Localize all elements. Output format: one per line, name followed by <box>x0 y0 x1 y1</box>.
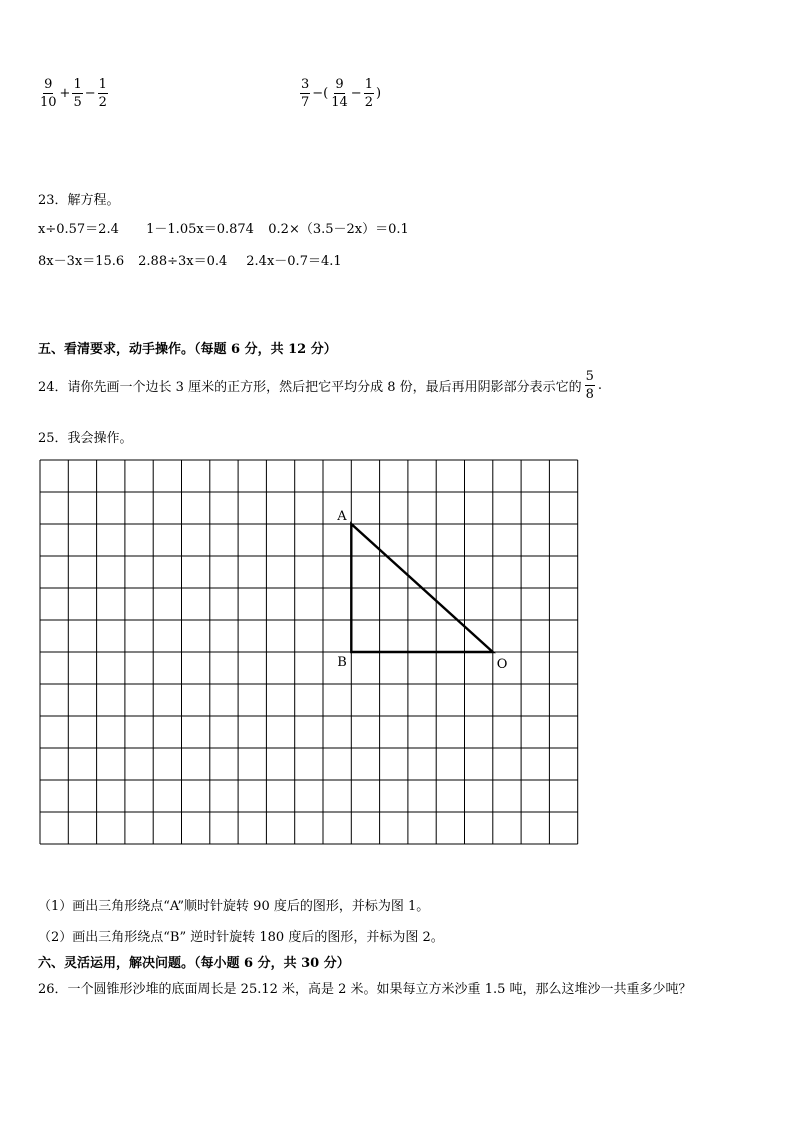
section-6-heading: 六、灵活运用，解决问题。（每小题 6 分，共 30 分） <box>38 956 350 971</box>
equation: 2.88÷3x＝0.4 <box>138 254 228 269</box>
section-5-heading: 五、看清要求，动手操作。（每题 6 分，共 12 分） <box>38 342 337 357</box>
point-label-a: A <box>337 509 347 524</box>
equation: x÷0.57＝2.4 <box>38 222 119 237</box>
grid-figure <box>30 450 590 890</box>
calc-expression-2 <box>299 78 382 109</box>
q25-sub-1: （1）画出三角形绕点“A”顺时针旋转 90 度后的图形，并标为图 1。 <box>38 899 430 914</box>
point-label-o: O <box>496 657 508 672</box>
fraction: $\frac{9}{14}$ <box>331 77 348 110</box>
q25-sub-2: （2）画出三角形绕点“B” 逆时针旋转 180 度后的图形，并标为图 2。 <box>38 930 444 945</box>
fraction: $\frac{1}{2}$ <box>364 77 373 110</box>
grid-lines <box>40 460 578 844</box>
equation: 0.2×（3.5－2x）＝0.1 <box>268 222 409 237</box>
q24-text <box>38 370 602 401</box>
fraction: $\frac{9}{10}$ <box>40 77 57 110</box>
q23-equation-row-1 <box>38 218 409 237</box>
q26-text: 26．一个圆锥形沙堆的底面周长是 25.12 米，高是 2 米。如果每立方米沙重 1.5 吨，那么这堆沙一共重多少吨？ <box>38 982 692 997</box>
fraction: $\frac{1}{5}$ <box>73 77 82 110</box>
operator: ) <box>375 86 382 101</box>
operator: + <box>59 86 71 101</box>
fraction: $\frac{3}{7}$ <box>301 77 310 110</box>
equation: 2.4x－0.7＝4.1 <box>246 254 342 269</box>
operator: −( <box>312 86 329 101</box>
q25-title: 25．我会操作。 <box>38 431 133 446</box>
calc-expression-1 <box>38 78 109 109</box>
operator: − <box>84 86 96 101</box>
fraction: $\frac{5}{8}$ <box>585 369 594 402</box>
point-label-b: B <box>337 655 347 670</box>
q23-equation-row-2 <box>38 250 342 269</box>
q23-title: 23．解方程。 <box>38 193 120 208</box>
q24-end: . <box>597 378 603 393</box>
equation: 8x－3x＝15.6 <box>38 254 125 269</box>
q24-prompt: 24．请你先画一个边长 3 厘米的正方形，然后把它平均分成 8 份，最后再用阴影部分表示它的 <box>38 380 582 395</box>
operator: − <box>350 86 362 101</box>
fraction: $\frac{1}{2}$ <box>98 77 107 110</box>
equation: 1－1.05x＝0.874 <box>146 222 254 237</box>
